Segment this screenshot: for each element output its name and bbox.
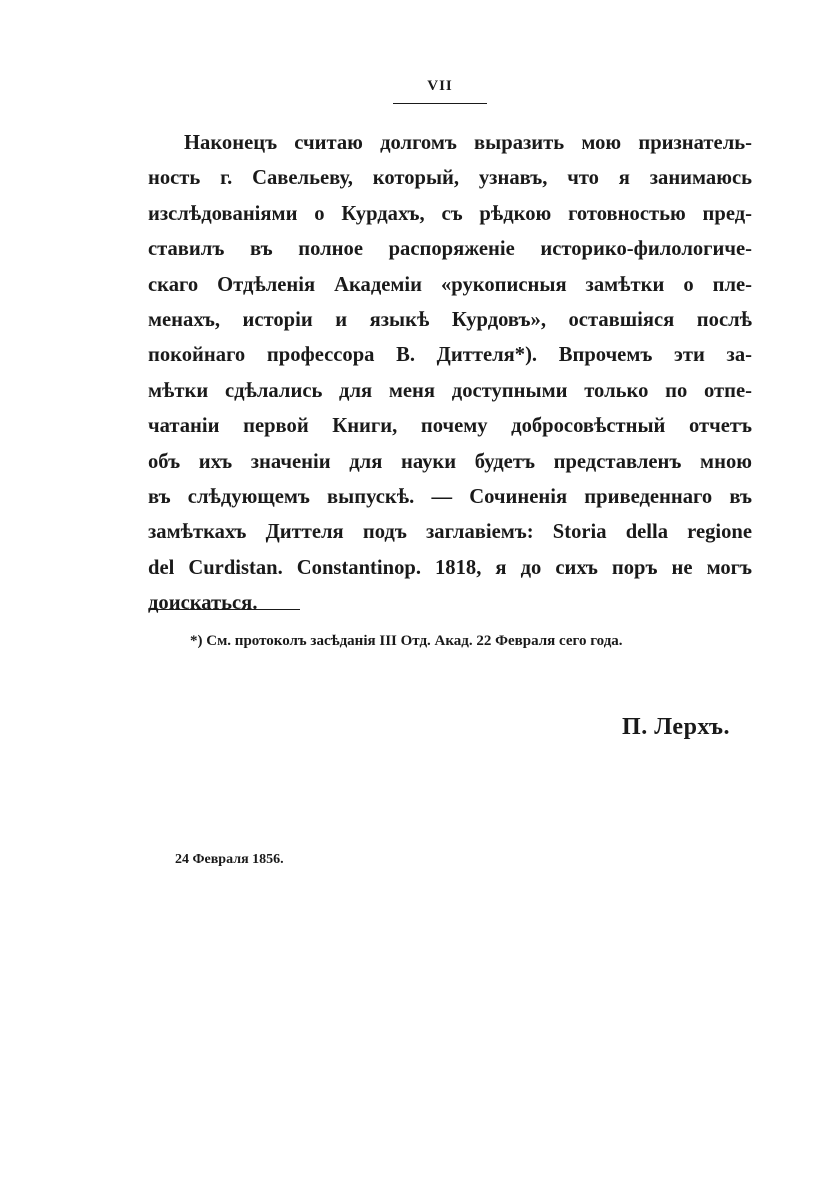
date: 24 Февраля 1856. [175, 852, 284, 867]
body-line: del Curdistan. Constantinop. 1818, я до сихъ поръ не могъ [148, 556, 752, 579]
body-line: Наконецъ считаю долгомъ выразить мою признатель- [184, 132, 752, 154]
footnote-rule [150, 609, 300, 610]
body-line: ставилъ въ полное распоряженіе историко-филологиче- [148, 238, 752, 261]
body-line: скаго Отдѣленія Академіи «рукописныя замѣтки о пле- [148, 273, 752, 296]
body-line: доискаться. [148, 592, 258, 615]
page-number: VII [427, 78, 453, 94]
body-line: покойнаго профессора В. Диттеля*). Впрочемъ эти за- [148, 344, 752, 367]
body-line: изслѣдованіями о Курдахъ, съ рѣдкою готовностью пред- [148, 202, 752, 225]
body-line: замѣткахъ Диттеля подъ заглавіемъ: Storia della regione [148, 521, 752, 544]
body-line: чатаніи первой Книги, почему добросовѣстный отчетъ [148, 415, 752, 438]
body-line: мѣтки сдѣлались для меня доступными только по отпе- [148, 379, 752, 402]
signature: П. Лерхъ. [622, 714, 730, 740]
header-rule [393, 103, 487, 104]
body-line: ность г. Савельеву, который, узнавъ, что я занимаюсь [148, 167, 752, 190]
footnote: *) См. протоколъ засѣданія III Отд. Акад. 22 Февраля сего года. [190, 633, 623, 649]
body-line: въ слѣдующемъ выпускѣ. — Сочиненія приведеннаго въ [148, 485, 752, 508]
body-line: менахъ, исторіи и языкѣ Курдовъ», оставшіяся послѣ [148, 308, 752, 331]
body-text [148, 126, 752, 621]
body-line: объ ихъ значеніи для науки будетъ представленъ мною [148, 450, 752, 473]
